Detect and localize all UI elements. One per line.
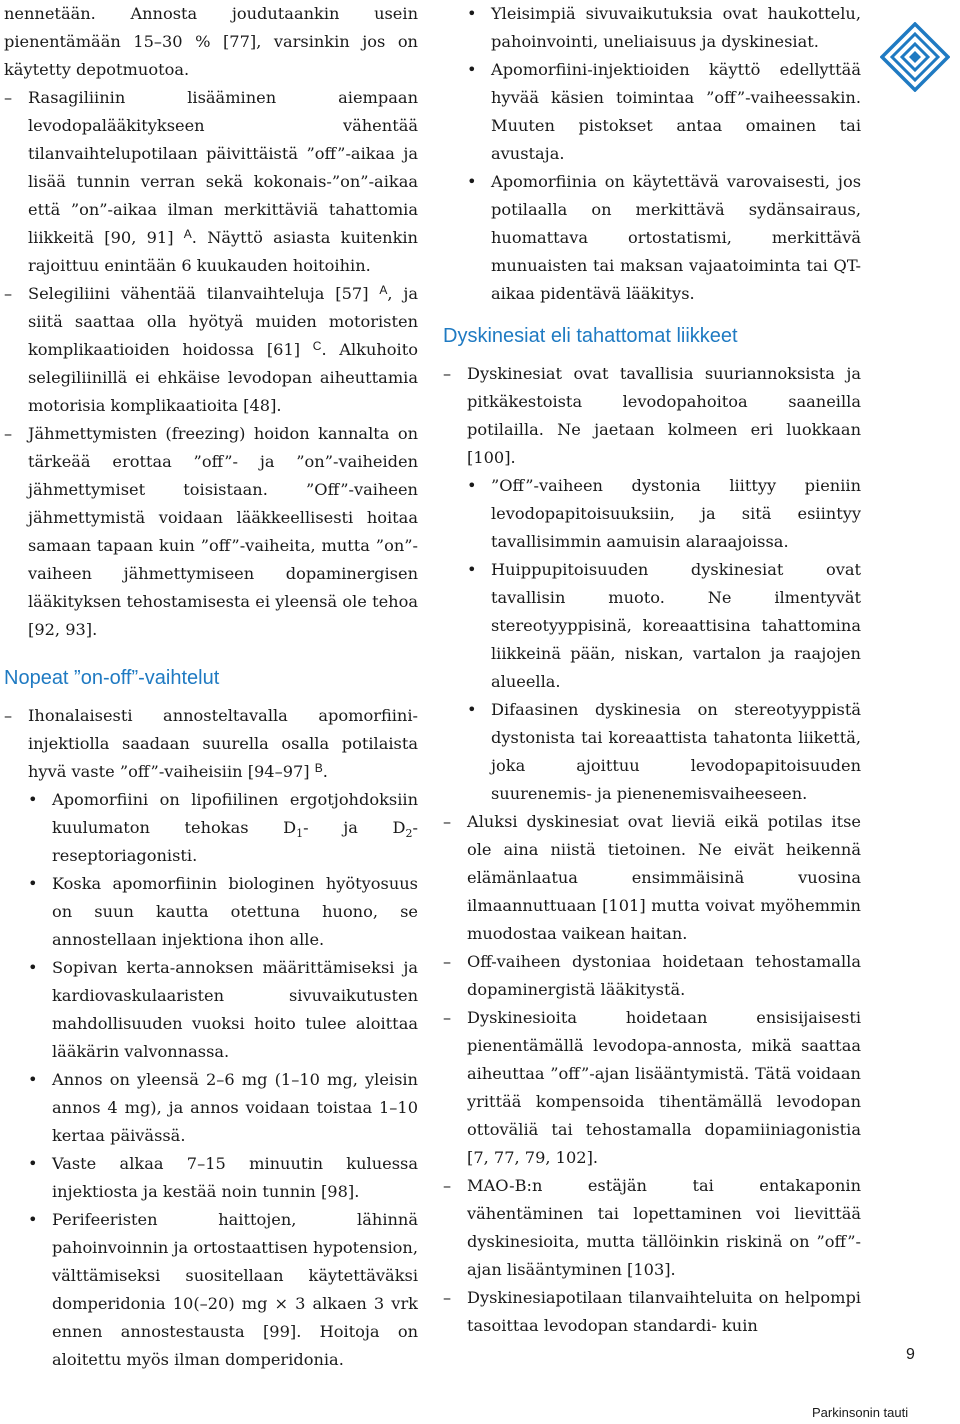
selegiline-text-a: Selegiliini vähentää tilanvaihteluja [57] bbox=[28, 284, 369, 303]
page-number: 9 bbox=[906, 1346, 915, 1363]
dash-item-standard: – Dyskinesiapotilaan tilanvaihteluita on helpompi tasoittaa levodopan standardi- kuin bbox=[443, 1284, 861, 1340]
subscript-d1: 1 bbox=[296, 827, 304, 841]
dash-item-rasagiline bbox=[4, 84, 418, 280]
footer-title: Parkinsonin tauti bbox=[812, 1405, 909, 1420]
apomorphine-text: Ihonalaisesti annosteltavalla apomorfiini-injektiolla saadaan suurella osalla potilaista hyvä vaste ”off”-vaiheisiin [94–97] bbox=[28, 706, 418, 781]
dash-item-off-dystonia-treatment: – Off-vaiheen dystoniaa hoidetaan tehostamalla dopaminergistä lääkitystä. bbox=[443, 948, 861, 1004]
bullet-item-peak-dose: • Huippupitoisuuden dyskinesiat ovat tavallisin muoto. Ne ilmentyvät stereotyyppisinä, koreaattisina tahattomina liikkeinä pään, niskan, vartalon ja raajojen alueella. bbox=[443, 556, 861, 696]
bullet-item-bioavailability: • Koska apomorfiinin biologinen hyötyosuus on suun kautta otettuna huono, se annostellaan injektiona ihon alle. bbox=[4, 870, 418, 954]
dash-item-maob: – MAO-B:n estäjän tai entakaponin vähentäminen tai lopettaminen voi lievittää dyskinesioita, mutta tällöinkin riskinä on ”off”-ajan lisääntyminen [103]. bbox=[443, 1172, 861, 1284]
bullet-item-hand-function: • Apomorfiini-injektioiden käyttö edellyttää hyvää käsien toimintaa ”off”-vaiheessakin. Muuten pistokset antaa omainen tai avustaja. bbox=[443, 56, 861, 168]
diamond-logo-icon bbox=[880, 22, 950, 92]
dash-item-apomorphine bbox=[4, 702, 418, 786]
right-column bbox=[443, 0, 861, 1340]
dash-item-selegiline bbox=[4, 280, 418, 420]
dash-item-mild: – Aluksi dyskinesiat ovat lieviä eikä potilas itse ole aina niistä tietoinen. Ne eivät heikennä elämänlaatua ensimmäisinä vuosina ilmaannuttuaan [101] mutta voivat myöhemmin muodostaa vaikean haitan. bbox=[443, 808, 861, 948]
lipophilic-text-a: Apomorfiini on lipofiilinen ergotjohdoksiin kuulumaton tehokas D bbox=[52, 790, 418, 837]
evidence-grade-a: A bbox=[379, 283, 388, 297]
evidence-grade-a: A bbox=[183, 227, 192, 241]
selegiline-text-c: . Alkuhoito selegiliinillä ei ehkäise levodopan aiheuttamia motorisia komplikaatioita [48]. bbox=[28, 340, 418, 415]
selegiline-text-b: , ja siitä saattaa olla hyötyä muiden motoristen komplikaatioiden hoidossa [61] bbox=[28, 284, 418, 359]
dash-item-reduce-levodopa: – Dyskinesioita hoidetaan ensisijaisesti pienentämällä levodopa-annosta, mikä saattaa aiheuttaa ”off”-ajan lisääntymistä. Tätä voidaan yrittää kompensoida tihentämällä levodopan ottoväliä tai tehostamalla dopamiiniagonistia [7, 77, 79, 102]. bbox=[443, 1004, 861, 1172]
bullet-item-domperidone: • Perifeeristen haittojen, lähinnä pahoinvoinnin ja ortostaattisen hypotension, välttämiseksi suositellaan käytettäväksi domperidonia 10(–20) mg × 3 alkaen 3 vrk ennen annostestausta [99]. Hoitoja on aloitettu myös ilman domperidonia. bbox=[4, 1206, 418, 1374]
bullet-item-off-dystonia: • ”Off”-vaiheen dystonia liittyy pieniin levodopapitoisuuksiin, ja sitä esiintyy tavallisimmin aamuisin alaraajoissa. bbox=[443, 472, 861, 556]
bullet-item-diphasic: • Difaasinen dyskinesia on stereotyyppistä dystonista tai koreaattista tahatonta liikettä, joka ajoittuu levodopapitoisuuden suurenemis- ja pienenemisvaiheeseen. bbox=[443, 696, 861, 808]
rasagiline-text-end: . Näyttö asiasta kuitenkin rajoittuu enintään 6 kuukauden hoitoihin. bbox=[28, 228, 418, 275]
apomorphine-text-end: . bbox=[322, 762, 328, 781]
section-heading-dyskinesia: Dyskinesiat eli tahattomat liikkeet bbox=[443, 325, 738, 347]
lipophilic-text-c: -reseptoriagonisti. bbox=[52, 818, 418, 865]
bullet-item-lipophilic bbox=[4, 786, 418, 870]
dash-item-freezing: – Jähmettymisten (freezing) hoidon kannalta on tärkeää erottaa ”off”- ja ”on”-vaiheiden jähmettymiset toisistaan. ”Off”-vaiheen jähmettymistä voidaan lääkkeellisesti hoitaa samaan tapaan kuin ”off”-vaiheita, mutta ”on”-vaiheen jähmettymiseen dopaminergisen lääkityksen tehostamisesta ei yleensä ole tehoa [92, 93]. bbox=[4, 420, 418, 644]
evidence-grade-c: C bbox=[312, 339, 322, 353]
subscript-d2: 2 bbox=[405, 827, 413, 841]
bullet-item-side-effects: • Yleisimpiä sivuvaikutuksia ovat haukottelu, pahoinvointi, uneliaisuus ja dyskinesiat. bbox=[443, 0, 861, 56]
dash-item-dyskinesia-common: – Dyskinesiat ovat tavallisia suuriannoksista ja pitkäkestoista levodopahoitoa saaneilla potilailla. Ne jaetaan kolmeen eri luokkaan [100]. bbox=[443, 360, 861, 472]
section-heading-on-off: Nopeat ”on-off”-vaihtelut bbox=[4, 667, 220, 689]
left-column bbox=[4, 0, 418, 1374]
bullet-item-dose: • Annos on yleensä 2–6 mg (1–10 mg, yleisin annos 4 mg), ja annos voidaan toistaa 1–10 kertaa päivässä. bbox=[4, 1066, 418, 1150]
lipophilic-text-b: - ja D bbox=[303, 818, 406, 837]
evidence-grade-b: B bbox=[314, 761, 323, 775]
bullet-item-onset: • Vaste alkaa 7–15 minuutin kuluessa injektiosta ja kestää noin tunnin [98]. bbox=[4, 1150, 418, 1206]
bullet-item-caution: • Apomorfiinia on käytettävä varovaisesti, jos potilaalla on merkittävä sydänsairaus, huomattava ortostatismi, merkittävä munuaisten tai maksan vajaatoiminta tai QT-aikaa pidentävä lääkitys. bbox=[443, 168, 861, 308]
bullet-item-supervision: • Sopivan kerta-annoksen määrittämiseksi ja kardiovaskulaaristen sivuvaikutusten mahdollisuuden vuoksi hoito tulee aloittaa lääkärin valvonnassa. bbox=[4, 954, 418, 1066]
paragraph-intro: nennetään. Annosta joudutaankin usein pienentämään 15–30 % [77], varsinkin jos on käytetty depotmuotoa. bbox=[4, 4, 418, 79]
rasagiline-text: Rasagiliinin lisääminen aiempaan levodopalääkitykseen vähentää tilanvaihtelupotilaan päivittäistä ”off”-aikaa ja lisää tunnin verran sekä kokonais-”on”-aikaa että ”on”-aikaa ilman merkittäviä tahattomia liikkeitä [90, 91] bbox=[28, 88, 418, 247]
